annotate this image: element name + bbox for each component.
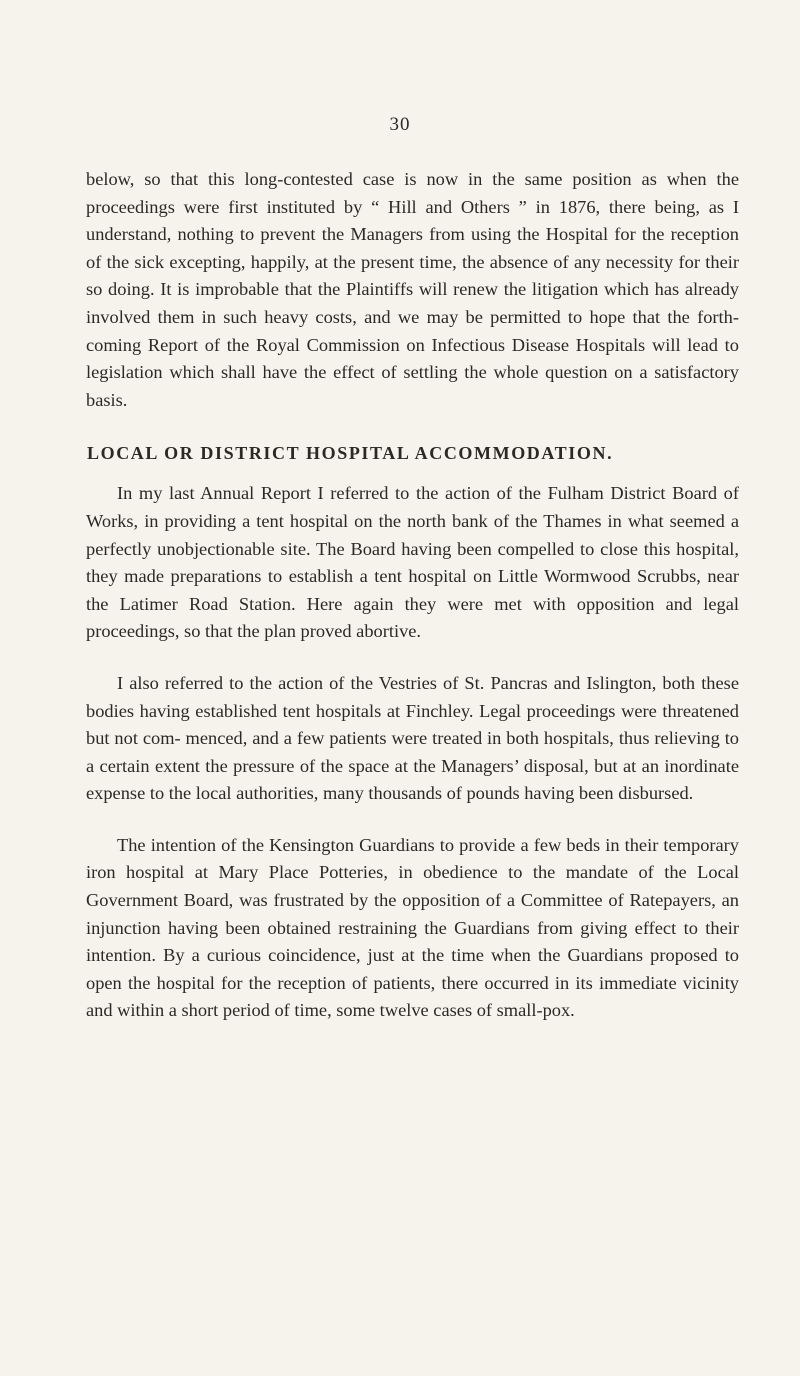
paragraph-gap: [86, 646, 739, 670]
paragraph-continuation: below, so that this long-contested case is now in the same position as when the proceedings were first instituted by “ Hill and Others ” in 1876, there being, as I understand, nothing to prevent the Managers from using the Hospital for the reception of the sick excepting, happily, at the present time, the absence of any necessity for their so doing. It is improbable that the Plaintiffs will renew the litigation which has already involved them in such heavy costs, and we may be permitted to hope that the forth- coming Report of the Royal Commission on Infectious Disease Hospitals will lead to legislation which shall have the effect of settling the whole question on a satisfactory basis.: [86, 169, 739, 410]
paragraph-fulham: In my last Annual Report I referred to the action of the Fulham District Board of Works, in providing a tent hospital on the north bank of the Thames in what seemed a perfectly unobjectionable site. The Board having been compelled to close this hospital, they made preparations to establish a tent hospital on Little Wormwood Scrubbs, near the Latimer Road Station. Here again they were met with opposition and legal proceedings, so that the plan proved abortive.: [86, 483, 739, 642]
page-body: [86, 166, 739, 1025]
page-number: 30: [389, 114, 411, 135]
paragraph-kensington: The intention of the Kensington Guardians to provide a few beds in their temporary iron hospital at Mary Place Potteries, in obedience to the mandate of the Local Government Board, was frustrated by the opposition of a Committee of Ratepayers, an injunction having been obtained restraining the Guardians from giving effect to their intention. By a curious coincidence, just at the time when the Guardians proposed to open the hospital for the reception of patients, there occurred in its immediate vicinity and within a short period of time, some twelve cases of small-pox.: [86, 834, 739, 1021]
paragraph-vestries: I also referred to the action of the Vestries of St. Pancras and Islington, both these bodies having established tent hospitals at Finchley. Legal proceedings were threatened but not com- menced, and a few patients were treated in both hospitals, thus relieving to a certain extent the pressure of the space at the Managers’ disposal, but at an inordinate expense to the local authorities, many thousands of pounds having been disbursed.: [86, 672, 739, 804]
paragraph-gap: [86, 808, 739, 832]
section-heading: LOCAL OR DISTRICT HOSPITAL ACCOMMODATION.: [87, 443, 614, 464]
